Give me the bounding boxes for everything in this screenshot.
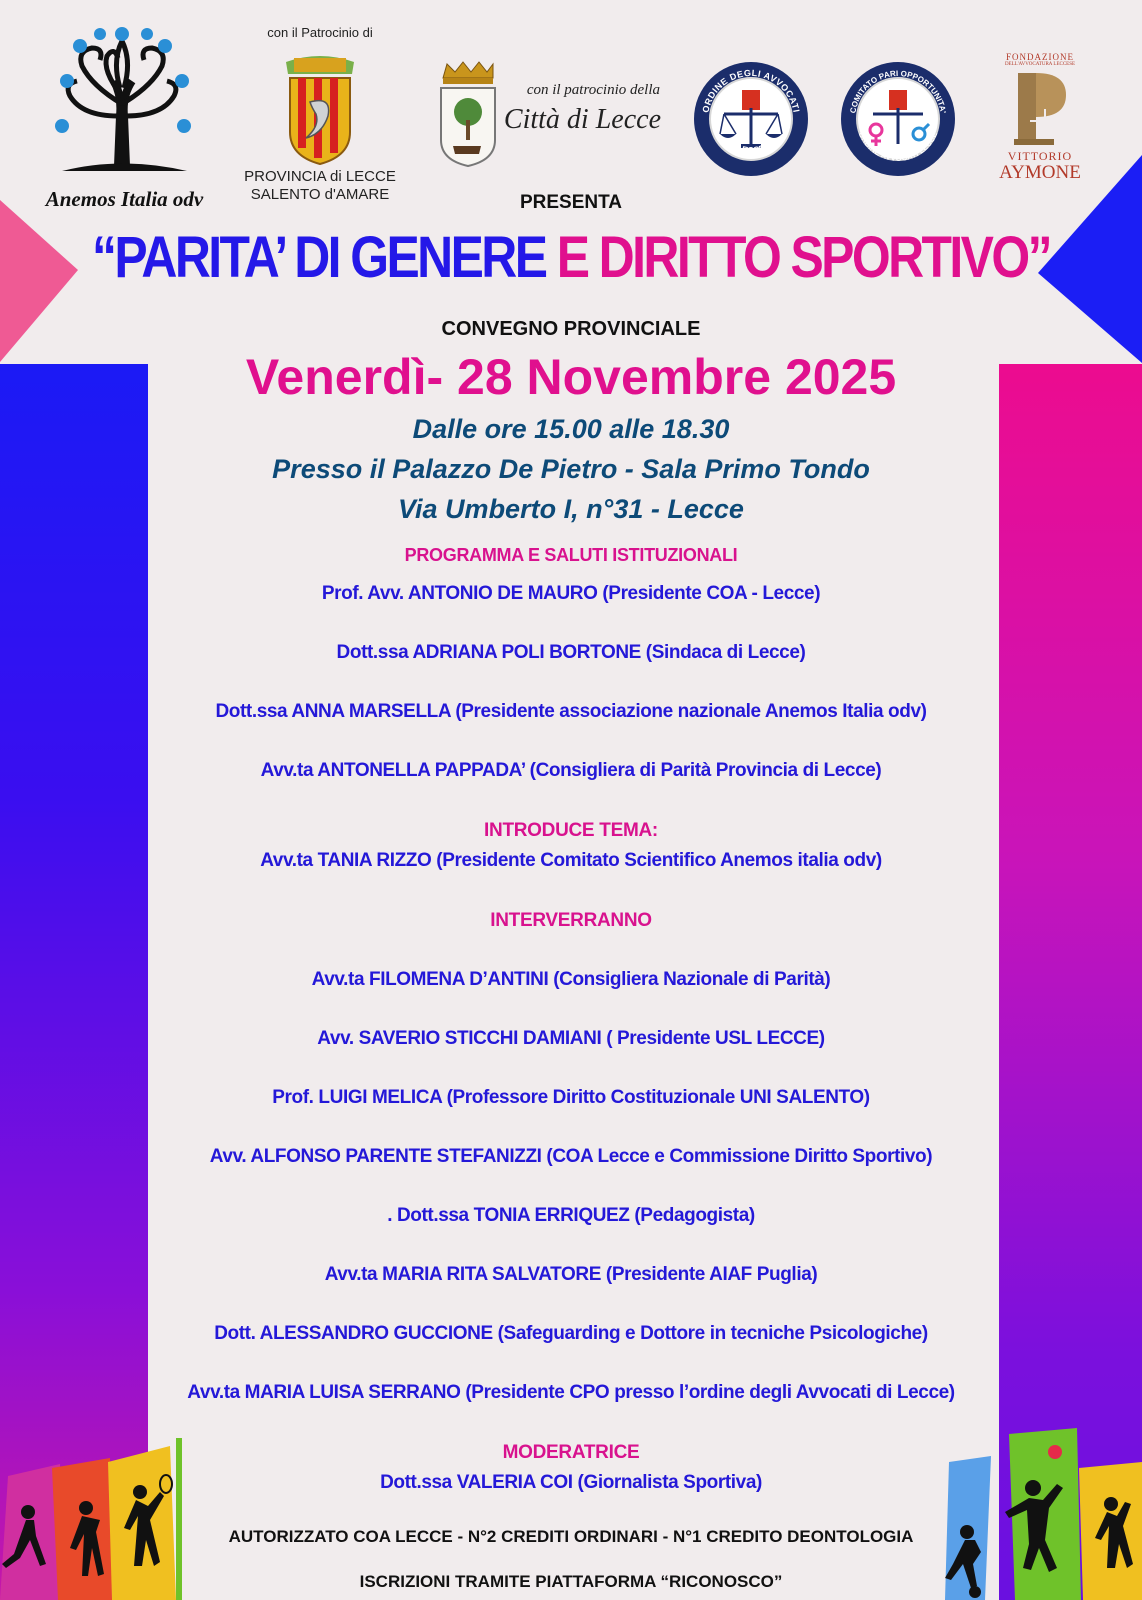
right-sports-silhouettes	[945, 1428, 1142, 1600]
comitato-ring-top: COMITATO PARI OPPORTUNITA'	[848, 68, 948, 114]
event-title	[80, 224, 1062, 291]
moderatrice-name: Dott.ssa VALERIA COI (Giornalista Sportiva)	[380, 1472, 762, 1493]
introduce-label: INTRODUCE TEMA:	[484, 820, 658, 841]
fondazione-aymone-logo	[985, 52, 1095, 197]
gender-symbols-icon	[839, 60, 957, 178]
provincia-line1: PROVINCIA di LECCE	[244, 168, 396, 185]
introduce-speaker: Avv.ta TANIA RIZZO (Presidente Comitato Scientifico Anemos italia odv)	[260, 850, 882, 871]
comitato-pari-opportunita-seal	[839, 60, 957, 178]
ordine-avvocati-seal	[692, 60, 810, 178]
saluti-speaker-4: Avv.ta ANTONELLA PAPPADA’ (Consigliera di Parità Provincia di Lecce)	[260, 760, 882, 781]
convegno-subtitle: CONVEGNO PROVINCIALE	[441, 318, 701, 340]
event-date: Venerdì- 28 Novembre 2025	[245, 349, 897, 405]
saluti-speaker-1: Prof. Avv. ANTONIO DE MAURO (Presidente COA - Lecce)	[321, 583, 821, 604]
intervento-7: Dott. ALESSANDRO GUCCIONE (Safeguarding e Dottore in tecniche Psicologiche)	[214, 1323, 928, 1344]
intervento-8: Avv.ta MARIA LUISA SERRANO (Presidente CPO presso l’ordine degli Avvocati di Lecce)	[187, 1382, 955, 1403]
patrocinio-caption: con il Patrocinio di	[267, 25, 373, 40]
anemos-logo	[22, 26, 227, 211]
crest-icon	[437, 60, 499, 168]
fondazione-name2: AYMONE	[999, 162, 1081, 183]
crediti-line: AUTORIZZATO COA LECCE - N°2 CREDITI ORDINARI - N°1 CREDITO DEONTOLOGIA	[228, 1527, 914, 1546]
fondazione-sub: DELL'AVVOCATURA LECCESE	[1004, 62, 1076, 67]
intervento-1: Avv.ta FILOMENA D’ANTINI (Consigliera Nazionale di Parità)	[311, 969, 831, 990]
title-part-blue: “PARITA’ DI GENERE	[92, 225, 546, 290]
citta-lecce-crest	[437, 60, 499, 168]
programma-heading: PROGRAMMA E SALUTI ISTITUZIONALI	[404, 545, 738, 565]
provincia-coat-of-arms	[272, 52, 368, 167]
title-part-pink: E DIRITTO SPORTIVO”	[556, 225, 1050, 290]
event-time: Dalle ore 15.00 alle 18.30	[412, 414, 730, 444]
left-sports-silhouettes	[0, 1436, 185, 1600]
intervento-4: Avv. ALFONSO PARENTE STEFANIZZI (COA Lecce e Commissione Diritto Sportivo)	[209, 1146, 933, 1167]
intervento-5: . Dott.ssa TONIA ERRIQUEZ (Pedagogista)	[387, 1205, 755, 1226]
citta-caption: con il patrocinio della	[526, 82, 660, 98]
pillar-scales-icon	[1010, 69, 1070, 147]
comitato-ring-bottom: ORDINE AVVOCATI LECCE	[856, 130, 940, 163]
saluti-speaker-2: Dott.ssa ADRIANA POLI BORTONE (Sindaca di Lecce)	[336, 642, 806, 663]
saluti-speaker-3: Dott.ssa ANNA MARSELLA (Presidente associazione nazionale Anemos Italia odv)	[215, 701, 927, 722]
presenta-label: PRESENTA	[519, 192, 623, 213]
ordine-ring-top: ORDINE DEGLI AVVOCATI	[700, 67, 802, 114]
tree-icon	[22, 26, 227, 176]
iscrizioni-line: ISCRIZIONI TRAMITE PIATTAFORMA “RICONOSCO”	[359, 1572, 783, 1591]
intervento-3: Prof. LUIGI MELICA (Professore Diritto Costituzionale UNI SALENTO)	[272, 1087, 870, 1108]
intervento-2: Avv. SAVERIO STICCHI DAMIANI ( Presidente USL LECCE)	[317, 1028, 825, 1049]
fondazione-top: FONDAZIONE	[1006, 52, 1074, 62]
provincia-line2: SALENTO d'AMARE	[250, 186, 390, 203]
interverranno-label: INTERVERRANNO	[490, 910, 652, 931]
ordine-ring-bottom: LECCE	[735, 142, 767, 156]
fondazione-name1: VITTORIO	[1007, 149, 1073, 163]
anemos-name: Anemos Italia odv	[45, 187, 204, 211]
event-address: Via Umberto I, n°31 - Lecce	[398, 494, 744, 524]
coat-of-arms-icon	[272, 52, 368, 167]
intervento-6: Avv.ta MARIA RITA SALVATORE (Presidente AIAF Puglia)	[324, 1264, 818, 1285]
scales-of-justice-icon	[692, 60, 810, 178]
moderatrice-label: MODERATRICE	[502, 1442, 640, 1463]
citta-name: Città di Lecce	[503, 104, 661, 135]
event-place: Presso il Palazzo De Pietro - Sala Primo Tondo	[272, 454, 870, 484]
